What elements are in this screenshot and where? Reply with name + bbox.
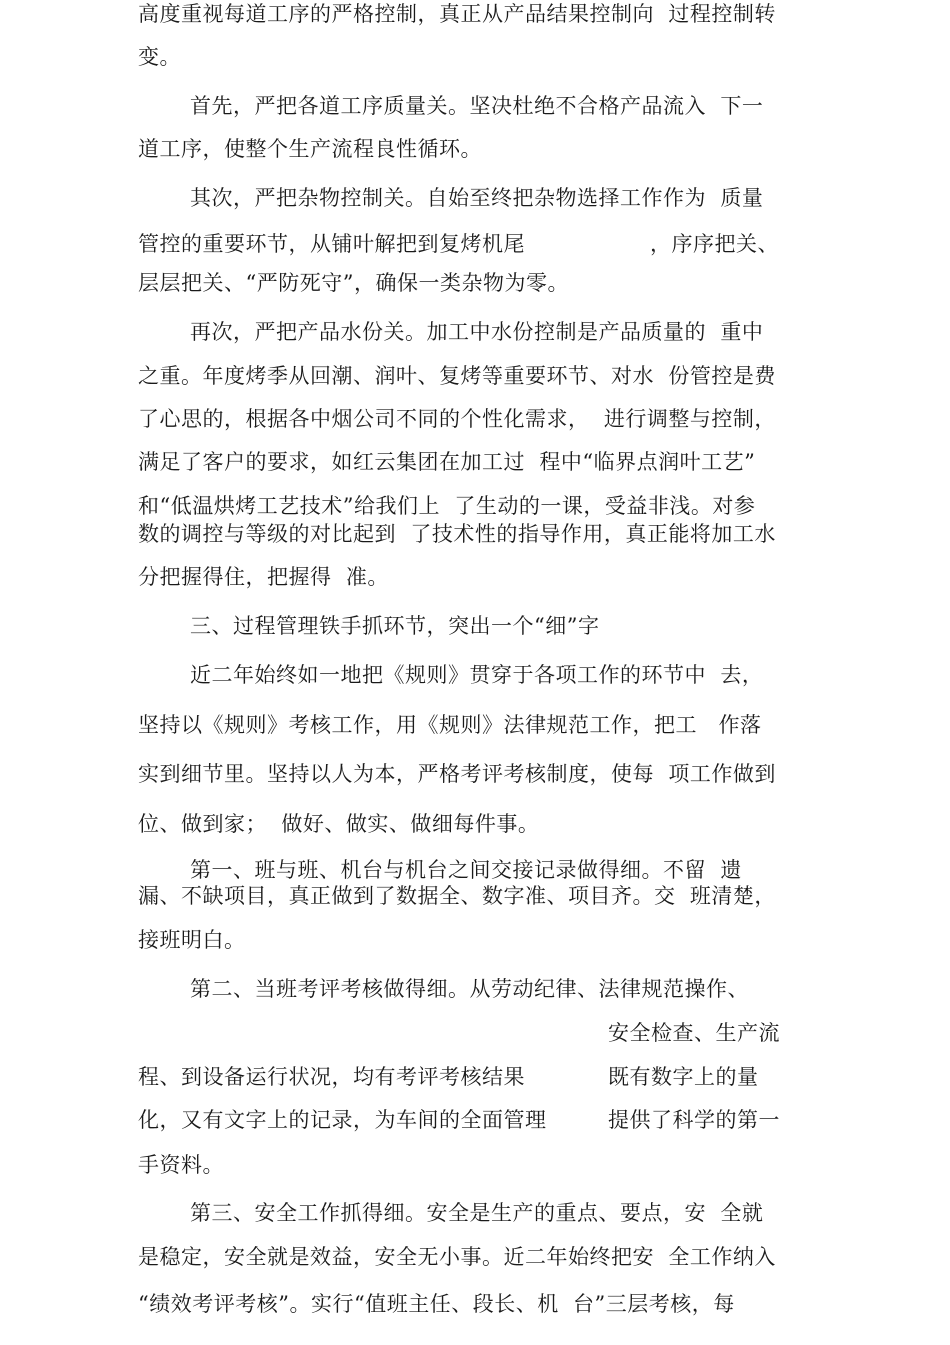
text-line: 坚持以《规则》考核工作，用《规则》法律规范工作，把工 作落: [138, 713, 762, 737]
text-line: 分把握得住，把握得 准。: [138, 565, 389, 589]
text-line: 程、到设备运行状况，均有考评考核结果: [138, 1065, 525, 1089]
text-line: ，序序把关、: [650, 232, 779, 256]
paragraph-first-line: 再次，严把产品水份关。加工中水份控制是产品质量的 重中: [190, 320, 764, 344]
text-line: 数的调控与等级的对比起到 了技术性的指导作用，真正能将加工水: [138, 522, 776, 546]
text-line: 接班明白。: [138, 928, 246, 952]
text-line: 提供了科学的第一: [608, 1108, 780, 1132]
text-line: 道工序，使整个生产流程良性循环。: [138, 137, 482, 161]
text-line: 变。: [138, 45, 181, 69]
paragraph-first-line: 第一、班与班、机台与机台之间交接记录做得细。不留 遗: [190, 858, 742, 882]
text-line: 位、做到家； 做好、做实、做细每件事。: [138, 812, 540, 836]
text-line: 漏、不缺项目，真正做到了数据全、数字准、项目齐。交 班清楚，: [138, 884, 776, 908]
text-line: 层层把关、“严防死守”，确保一类杂物为零。: [138, 271, 569, 295]
text-line: 既有数字上的量: [608, 1065, 759, 1089]
paragraph-first-line: 近二年始终如一地把《规则》贯穿于各项工作的环节中 去，: [190, 663, 764, 687]
text-line: 化，又有文字上的记录，为车间的全面管理: [138, 1108, 547, 1132]
text-line: 安全检查、生产流: [608, 1021, 780, 1045]
text-line: 是稳定，安全就是效益，安全无小事。近二年始终把安 全工作纳入: [138, 1245, 776, 1269]
text-line: “绩效考评考核”。实行“值班主任、段长、机 台”三层考核，每: [138, 1292, 735, 1316]
text-line: 手资料。: [138, 1153, 224, 1177]
text-line: 之重。年度烤季从回潮、润叶、复烤等重要环节、对水 份管控是费: [138, 364, 776, 388]
paragraph-first-line: 首先，严把各道工序质量关。坚决杜绝不合格产品流入 下一: [190, 94, 764, 118]
paragraph-first-line: 第三、安全工作抓得细。安全是生产的重点、要点，安 全就: [190, 1201, 764, 1225]
text-line: 高度重视每道工序的严格控制，真正从产品结果控制向 过程控制转: [138, 2, 776, 26]
text-line: 了心思的，根据各中烟公司不同的个性化需求， 进行调整与控制，: [138, 407, 776, 431]
paragraph-first-line: 第二、当班考评考核做得细。从劳动纪律、法律规范操作、: [190, 977, 749, 1001]
text-line: 和“低温烘烤工艺技术”给我们上 了生动的一课，受益非浅。对参: [138, 494, 756, 518]
text-line: 实到细节里。坚持以人为本，严格考评考核制度，使每 项工作做到: [138, 762, 776, 786]
section-heading: 三、过程管理铁手抓环节，突出一个“细”字: [190, 614, 600, 638]
paragraph-first-line: 其次，严把杂物控制关。自始至终把杂物选择工作作为 质量: [190, 186, 764, 210]
text-line: 满足了客户的要求，如红云集团在加工过 程中“临界点润叶工艺”: [138, 450, 756, 474]
text-line: 管控的重要环节，从铺叶解把到复烤机尾: [138, 232, 525, 256]
